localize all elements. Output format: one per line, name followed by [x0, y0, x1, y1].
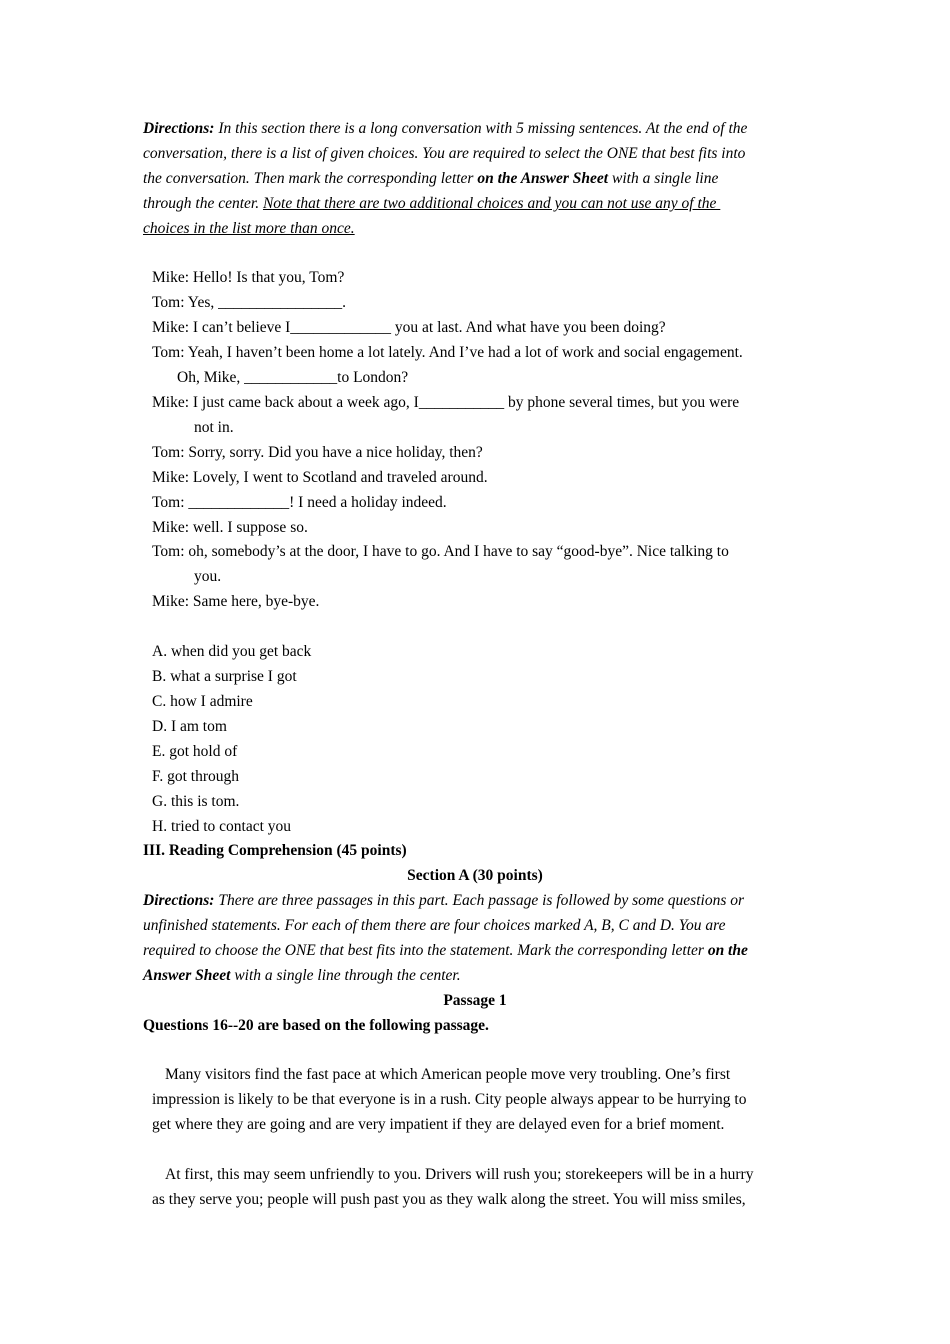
choice-item: C. how I admire — [152, 693, 253, 710]
conversation-line: Tom: _____________! I need a holiday indeed. — [152, 494, 447, 511]
conversation-line: Mike: I just came back about a week ago, I___________ by phone several times, but you were — [152, 394, 740, 411]
conversation-line: Mike: Hello! Is that you, Tom? — [152, 269, 345, 286]
conversation-line: Oh, Mike, ____________to London? — [177, 369, 409, 386]
conversation-line: Tom: Yeah, I haven’t been home a lot lately. And I’ve had a lot of work and social engagement. — [152, 344, 743, 361]
directions-line-4: through the center. Note that there are two additional choices and you can not use any of the — [143, 195, 721, 212]
conversation-line: Mike: well. I suppose so. — [152, 519, 308, 536]
choice-item: G. this is tom. — [152, 793, 240, 810]
directions2-line-3: required to choose the ONE that best fits into the statement. Mark the corresponding letter on the — [143, 942, 748, 959]
choice-item: A. when did you get back — [152, 643, 312, 660]
paragraph-line: At first, this may seem unfriendly to you. Drivers will rush you; storekeepers will be in a hurry — [165, 1166, 754, 1183]
directions-line-5: choices in the list more than once. — [143, 220, 355, 237]
choice-item: B. what a surprise I got — [152, 668, 297, 685]
directions-line-1: Directions: In this section there is a long conversation with 5 missing sentences. At the end of the — [143, 120, 748, 137]
conversation-line: Mike: Lovely, I went to Scotland and traveled around. — [152, 469, 488, 486]
paragraph-line: Many visitors find the fast pace at which American people move very troubling. One’s first — [165, 1066, 731, 1083]
directions-line-2: conversation, there is a list of given choices. You are required to select the ONE that best fits into — [143, 145, 746, 162]
conversation-line: Tom: Sorry, sorry. Did you have a nice holiday, then? — [152, 444, 483, 461]
section-a-heading: Section A (30 points) — [407, 867, 543, 884]
directions2-line-4: Answer Sheet with a single line through the center. — [143, 967, 461, 984]
directions-label: Directions: — [143, 120, 215, 137]
note-underlined: Note that there are two additional choices and you can not use any of the — [262, 195, 721, 212]
paragraph-line: impression is likely to be that everyone is in a rush. City people always appear to be hurrying to — [152, 1091, 747, 1108]
conversation-line: Tom: Yes, ________________. — [152, 294, 346, 311]
directions2-label: Directions: — [143, 892, 215, 909]
section-heading: III. Reading Comprehension (45 points) — [143, 842, 407, 859]
choice-item: H. tried to contact you — [152, 818, 292, 835]
conversation-line: not in. — [194, 419, 234, 436]
choice-item: E. got hold of — [152, 743, 238, 760]
directions2-line-2: unfinished statements. For each of them there are four choices marked A, B, C and D. You are — [143, 917, 726, 934]
answer-sheet-emphasis: on the Answer Sheet — [477, 170, 609, 187]
passage-title: Passage 1 — [443, 992, 507, 1009]
conversation-line: Mike: Same here, bye-bye. — [152, 593, 320, 610]
questions-heading: Questions 16--20 are based on the following passage. — [143, 1017, 489, 1034]
conversation-line: Mike: I can’t believe I_____________ you at last. And what have you been doing? — [152, 319, 666, 336]
directions2-line-1: Directions: There are three passages in this part. Each passage is followed by some questions or — [143, 892, 745, 909]
choice-item: D. I am tom — [152, 718, 227, 735]
paragraph-line: get where they are going and are very impatient if they are delayed even for a brief moment. — [152, 1116, 725, 1133]
conversation-line: Tom: oh, somebody’s at the door, I have to go. And I have to say “good-bye”. Nice talking to — [152, 543, 729, 560]
choice-item: F. got through — [152, 768, 240, 785]
paragraph-line: as they serve you; people will push past you as they walk along the street. You will miss smiles, — [152, 1191, 746, 1208]
conversation-line: you. — [194, 568, 222, 585]
directions-line-3: the conversation. Then mark the corresponding letter on the Answer Sheet with a single line — [143, 170, 719, 187]
